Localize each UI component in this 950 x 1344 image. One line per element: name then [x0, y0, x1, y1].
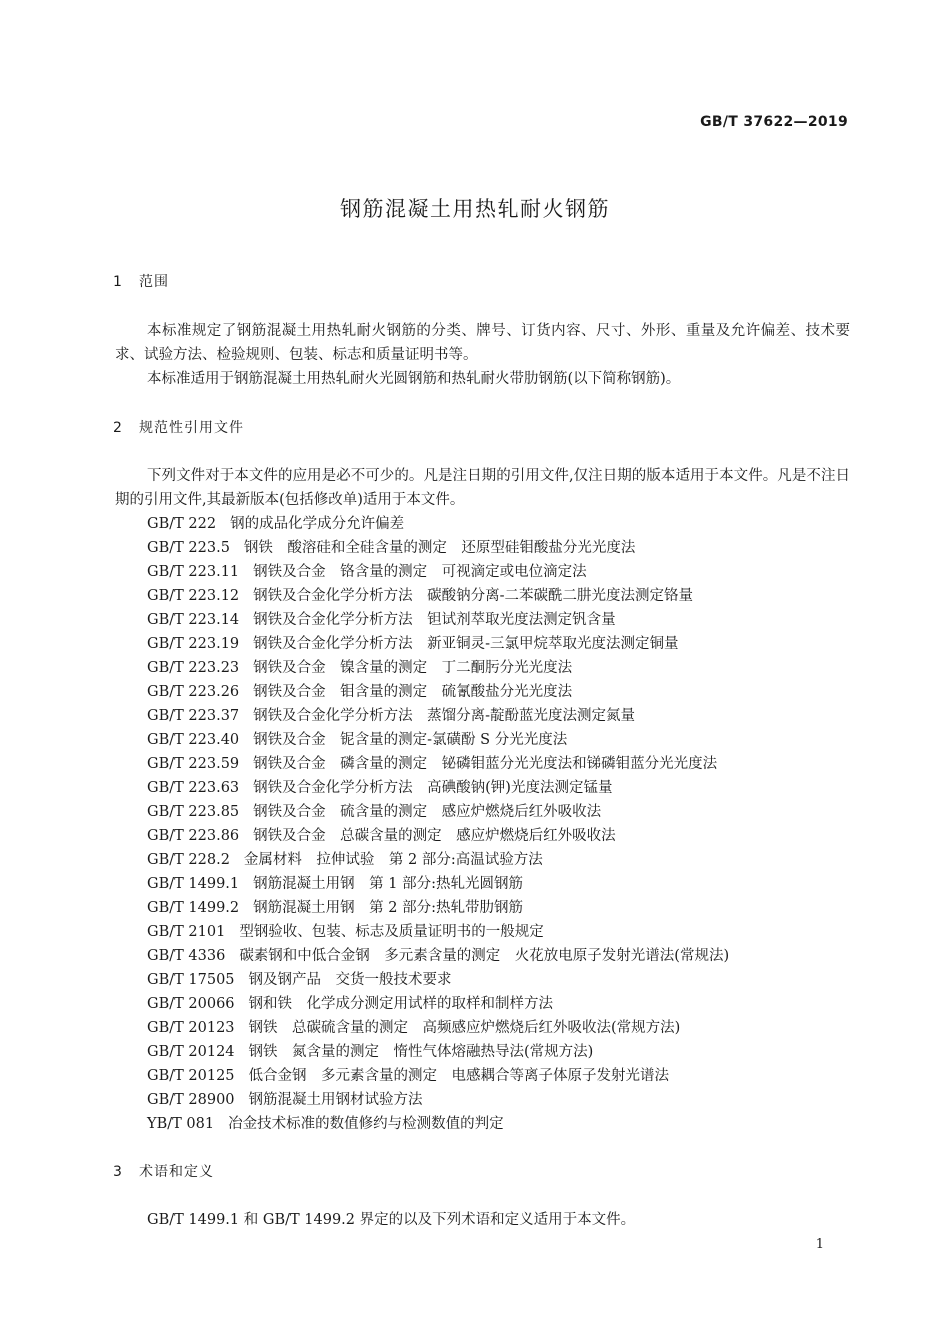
- reference-item: [147, 896, 729, 920]
- reference-title: 钢和铁 化学成分测定用试样的取样和制样方法: [248, 996, 554, 1012]
- normative-refs-intro: 下列文件对于本文件的应用是必不可少的。凡是注日期的引用文件,仅注日期的版本适用于本文件。凡是不注日期的引用文件,其最新版本(包括修改单)适用于本文件。: [115, 468, 850, 508]
- reference-item: [147, 944, 729, 968]
- reference-title: 钢的成品化学成分允许偏差: [230, 516, 405, 532]
- reference-item: [147, 1040, 729, 1064]
- reference-title: 钢铁 酸溶硅和全硅含量的测定 还原型硅钼酸盐分光光度法: [243, 540, 636, 556]
- reference-title: 碳素钢和中低合金钢 多元素含量的测定 火花放电原子发射光谱法(常规法): [239, 948, 730, 964]
- reference-item: [147, 1112, 729, 1136]
- reference-item: [147, 920, 729, 944]
- reference-item: [147, 1088, 729, 1112]
- section-1-heading: [113, 271, 169, 291]
- reference-code: GB/T 223.86: [147, 828, 240, 844]
- reference-code: GB/T 1499.2: [147, 900, 240, 916]
- reference-item: [147, 632, 729, 656]
- reference-item: [147, 824, 729, 848]
- reference-code: GB/T 28900: [147, 1092, 235, 1108]
- reference-item: [147, 512, 729, 536]
- reference-list: [147, 512, 729, 1136]
- section-number: 3: [113, 1164, 123, 1180]
- reference-item: [147, 560, 729, 584]
- reference-title: 钢筋混凝土用钢 第 1 部分:热轧光圆钢筋: [253, 876, 523, 892]
- reference-title: 冶金技术标准的数值修约与检测数值的判定: [228, 1116, 504, 1132]
- reference-title: 钢筋混凝土用钢材试验方法: [248, 1092, 423, 1108]
- reference-item: [147, 536, 729, 560]
- section-title: 术语和定义: [139, 1164, 214, 1180]
- reference-item: [147, 656, 729, 680]
- section-2-heading: [113, 417, 244, 437]
- reference-code: GB/T 2101: [147, 924, 226, 940]
- reference-item: [147, 992, 729, 1016]
- reference-code: GB/T 223.85: [147, 804, 240, 820]
- page-number: 1: [815, 1237, 824, 1252]
- reference-title: 型钢验收、包装、标志及质量证明书的一般规定: [239, 924, 544, 940]
- reference-code: GB/T 1499.1: [147, 876, 240, 892]
- reference-title: 钢铁及合金 镍含量的测定 丁二酮肟分光光度法: [253, 660, 573, 676]
- reference-item: [147, 1016, 729, 1040]
- scope-paragraph-1: 本标准规定了钢筋混凝土用热轧耐火钢筋的分类、牌号、订货内容、尺寸、外形、重量及允许偏差、技术要求、试验方法、检验规则、包装、标志和质量证明书等。: [115, 323, 850, 363]
- reference-title: 金属材料 拉伸试验 第 2 部分:高温试验方法: [243, 852, 543, 868]
- reference-title: 低合金钢 多元素含量的测定 电感耦合等离子体原子发射光谱法: [248, 1068, 670, 1084]
- reference-item: [147, 872, 729, 896]
- reference-code: GB/T 223.59: [147, 756, 240, 772]
- reference-title: 钢铁及合金化学分析方法 钽试剂萃取光度法测定钒含量: [253, 612, 616, 628]
- reference-code: GB/T 20123: [147, 1020, 235, 1036]
- terms-intro: GB/T 1499.1 和 GB/T 1499.2 界定的以及下列术语和定义适用于本文件。: [147, 1212, 636, 1228]
- reference-title: 钢铁及合金化学分析方法 新亚铜灵-三氯甲烷萃取光度法测定铜量: [253, 636, 679, 652]
- reference-title: 钢及钢产品 交货一般技术要求: [248, 972, 452, 988]
- reference-title: 钢铁及合金 铌含量的测定-氯磺酚 S 分光光度法: [253, 732, 568, 748]
- reference-code: GB/T 223.37: [147, 708, 240, 724]
- reference-item: [147, 800, 729, 824]
- reference-code: GB/T 4336: [147, 948, 226, 964]
- standard-code: GB/T 37622—2019: [700, 114, 848, 130]
- reference-code: GB/T 223.12: [147, 588, 240, 604]
- document-title: 钢筋混凝土用热轧耐火钢筋: [340, 197, 610, 221]
- reference-item: [147, 680, 729, 704]
- reference-item: [147, 728, 729, 752]
- reference-code: GB/T 17505: [147, 972, 235, 988]
- reference-code: GB/T 223.26: [147, 684, 240, 700]
- reference-item: [147, 608, 729, 632]
- reference-code: GB/T 20066: [147, 996, 235, 1012]
- reference-item: [147, 968, 729, 992]
- reference-title: 钢铁及合金 磷含量的测定 铋磷钼蓝分光光度法和锑磷钼蓝分光光度法: [253, 756, 718, 772]
- reference-title: 钢铁及合金 总碳含量的测定 感应炉燃烧后红外吸收法: [253, 828, 616, 844]
- reference-title: 钢铁 氮含量的测定 惰性气体熔融热导法(常规方法): [248, 1044, 594, 1060]
- reference-code: GB/T 223.63: [147, 780, 240, 796]
- reference-title: 钢铁及合金化学分析方法 高碘酸钠(钾)光度法测定锰量: [253, 780, 613, 796]
- section-3-heading: [113, 1161, 214, 1181]
- reference-title: 钢铁及合金 硫含量的测定 感应炉燃烧后红外吸收法: [253, 804, 602, 820]
- reference-title: 钢筋混凝土用钢 第 2 部分:热轧带肋钢筋: [253, 900, 523, 916]
- reference-title: 钢铁及合金 钼含量的测定 硫氰酸盐分光光度法: [253, 684, 573, 700]
- reference-code: GB/T 223.23: [147, 660, 240, 676]
- reference-item: [147, 848, 729, 872]
- reference-code: GB/T 223.5: [147, 540, 230, 556]
- reference-title: 钢铁 总碳硫含量的测定 高频感应炉燃烧后红外吸收法(常规方法): [248, 1020, 681, 1036]
- reference-code: GB/T 223.11: [147, 564, 240, 580]
- section-number: 1: [113, 274, 123, 290]
- reference-code: GB/T 20125: [147, 1068, 235, 1084]
- reference-code: GB/T 222: [147, 516, 217, 532]
- reference-code: GB/T 20124: [147, 1044, 235, 1060]
- reference-code: GB/T 223.19: [147, 636, 240, 652]
- section-title: 规范性引用文件: [139, 420, 244, 436]
- reference-item: [147, 1064, 729, 1088]
- reference-code: YB/T 081: [147, 1116, 215, 1132]
- scope-paragraph-2: 本标准适用于钢筋混凝土用热轧耐火光圆钢筋和热轧耐火带肋钢筋(以下简称钢筋)。: [147, 371, 681, 387]
- reference-item: [147, 704, 729, 728]
- reference-code: GB/T 223.14: [147, 612, 240, 628]
- reference-code: GB/T 228.2: [147, 852, 230, 868]
- reference-item: [147, 776, 729, 800]
- section-number: 2: [113, 420, 123, 436]
- reference-title: 钢铁及合金化学分析方法 蒸馏分离-靛酚蓝光度法测定氮量: [253, 708, 636, 724]
- reference-item: [147, 584, 729, 608]
- reference-title: 钢铁及合金 铬含量的测定 可视滴定或电位滴定法: [253, 564, 587, 580]
- reference-title: 钢铁及合金化学分析方法 碳酸钠分离-二苯碳酰二肼光度法测定铬量: [253, 588, 694, 604]
- section-title: 范围: [139, 274, 169, 290]
- reference-item: [147, 752, 729, 776]
- reference-code: GB/T 223.40: [147, 732, 240, 748]
